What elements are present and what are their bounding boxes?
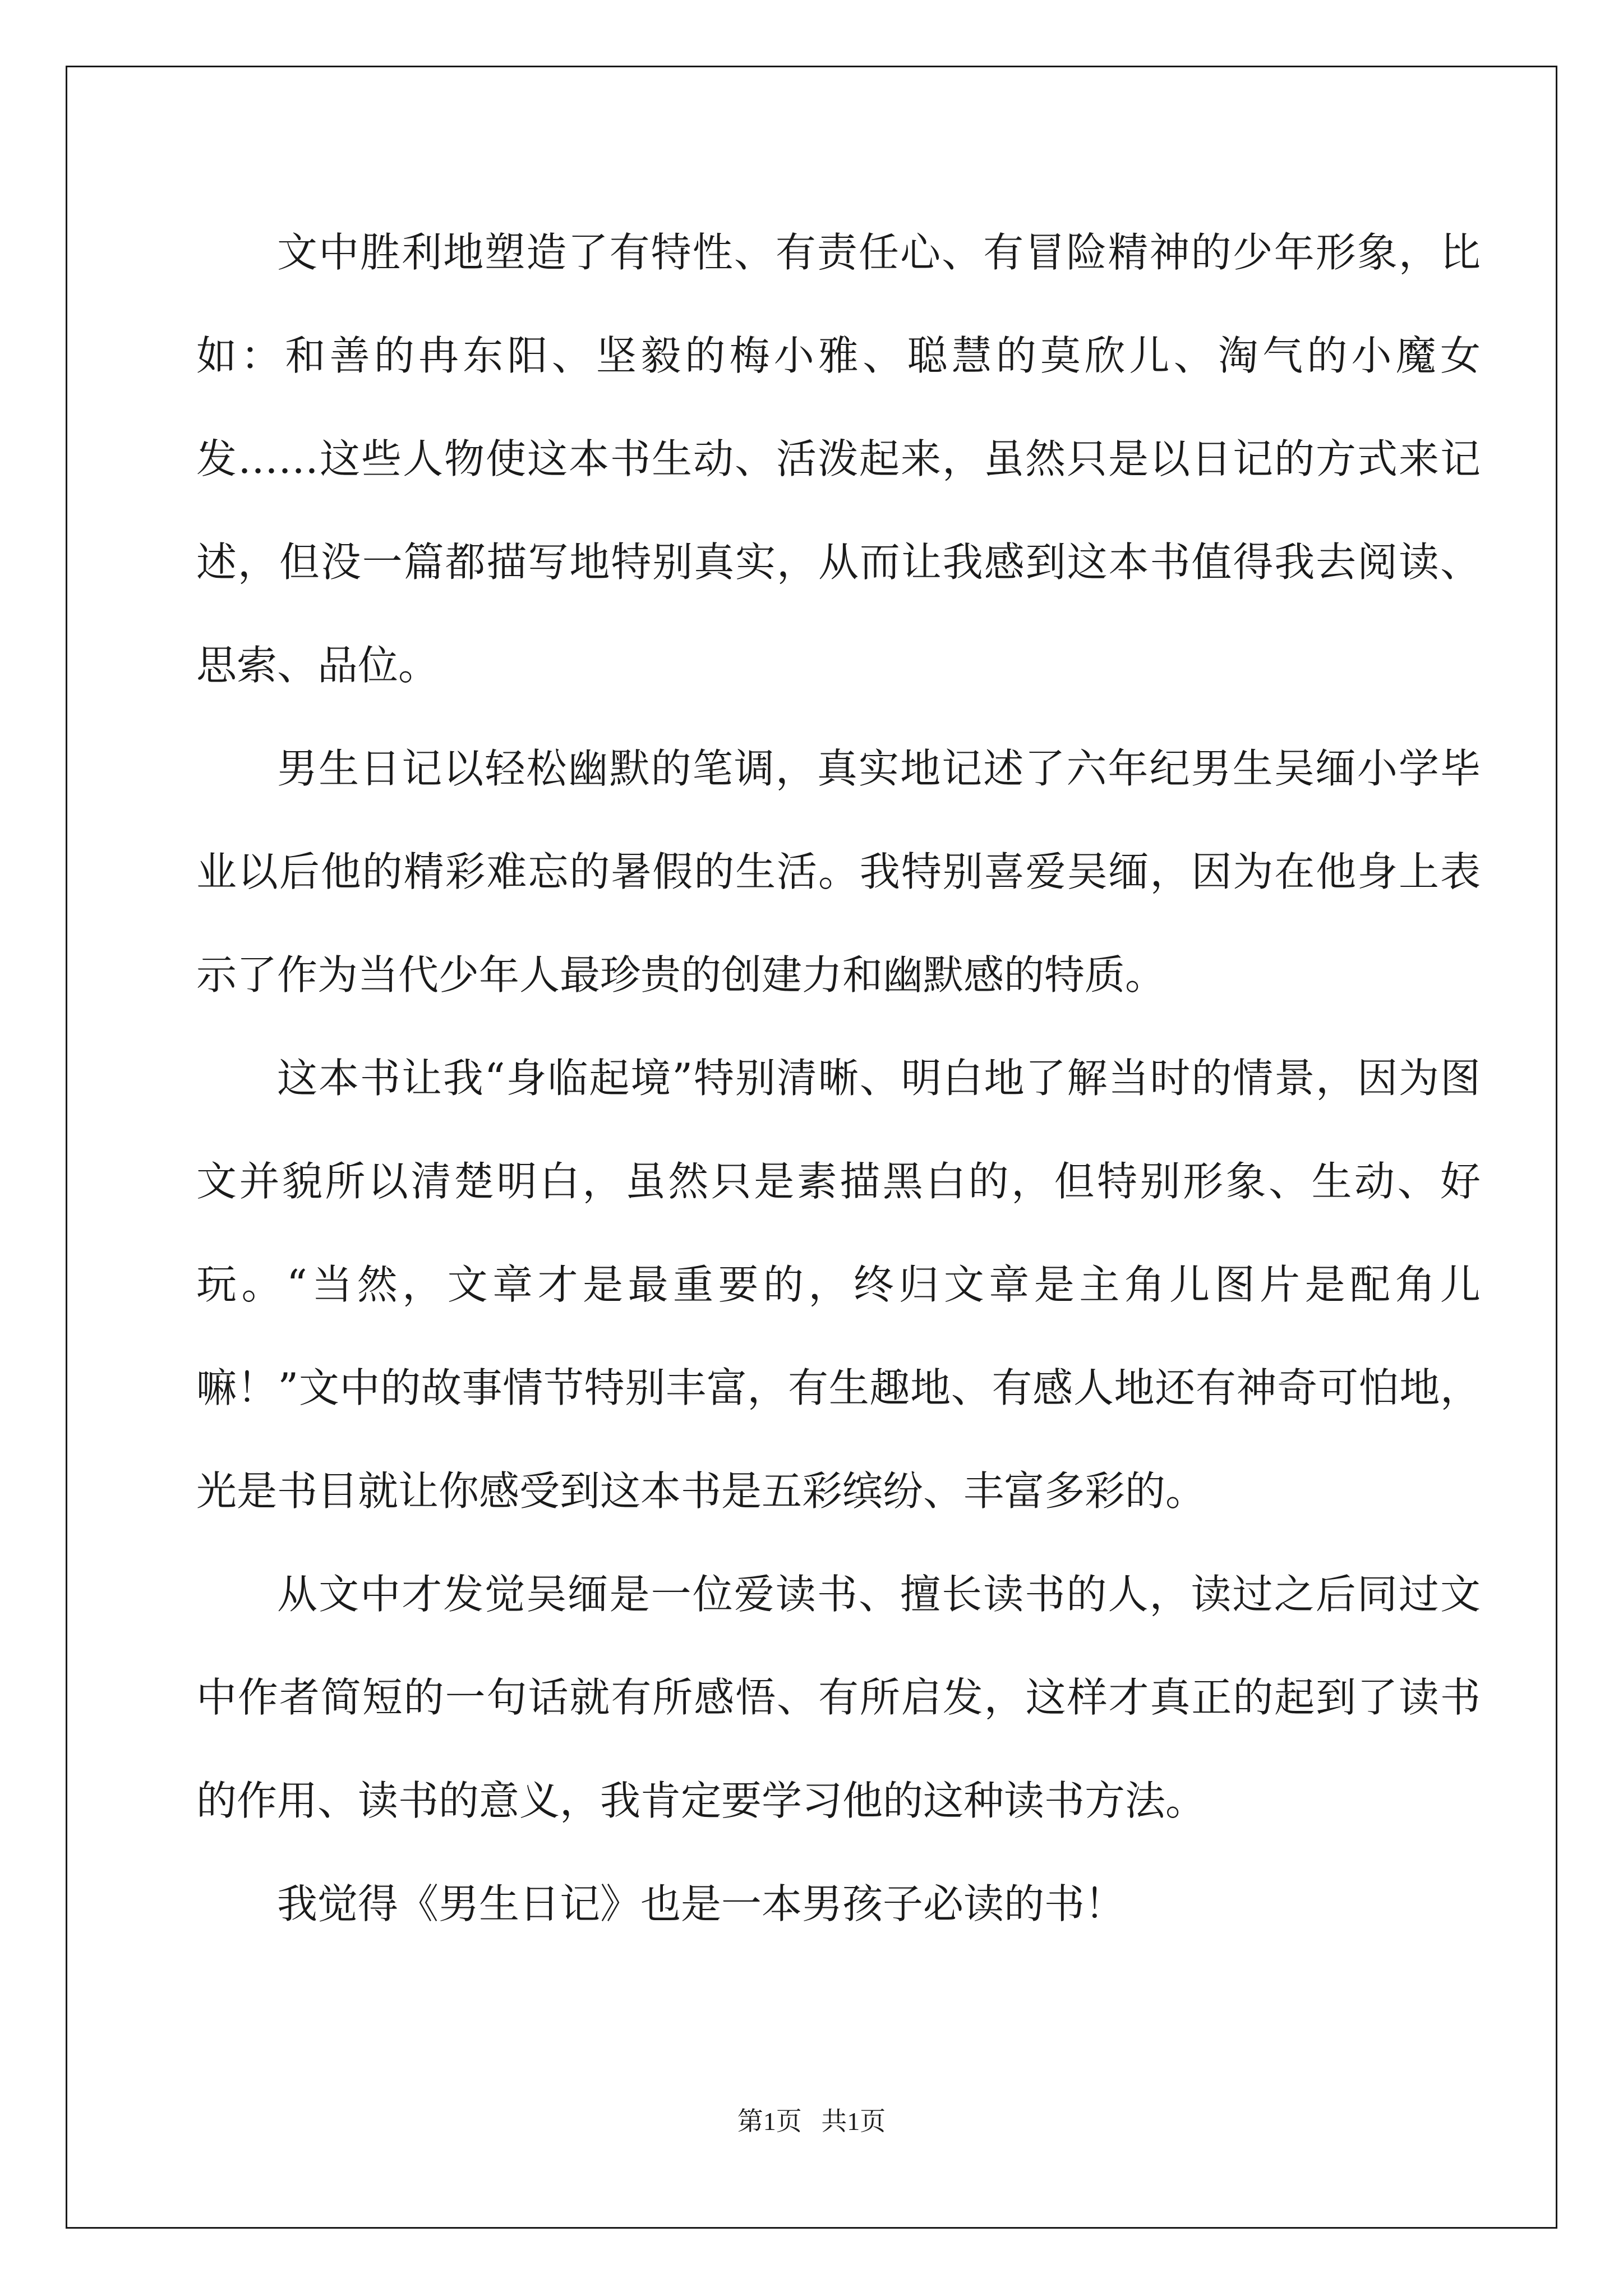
paragraph-5: 我觉得《男生日记》也是一本男孩子必读的书！ [277, 1880, 1126, 1927]
paragraph-2: 男生日记以轻松幽默的笔调，真实地记述了六年纪男生吴缅小学毕业以后他的精彩难忘的暑假的生活。我特别喜爱吴缅，因为在他身上表示了作为当代少年人最珍贵的创建力和幽默感的特质。 [196, 745, 1481, 999]
page-footer: 第1页 共1页 [737, 2107, 886, 2136]
paragraph-4: 从文中才发觉吴缅是一位爱读书、擅长读书的人，读过之后同过文中作者简短的一句话就有所感悟、有所启发，这样才真正的起到了读书的作用、读书的意义，我肯定要学习他的这种读书方法。 [196, 1571, 1481, 1824]
paragraph-1: 文中胜利地塑造了有特性、有责任心、有冒险精神的少年形象，比如：和善的冉东阳、坚毅的梅小雅、聪慧的莫欣儿、淘气的小魔女发……这些人物使这本书生动、活泼起来，虽然只是以日记的方式来记述，但没一篇都描写地特别真实，从而让我感到这本书值得我去阅读、思索、品位。 [196, 229, 1481, 689]
paragraph-3: 这本书让我“身临起境”特别清晰、明白地了解当时的情景，因为图文并貌所以清楚明白，虽然只是素描黑白的，但特别形象、生动、好玩。“当然，文章才是最重要的，终归文章是主角儿图片是配角儿嘛！”文中的故事情节特别丰富，有生趣地、有感人地还有神奇可怕地，光是书目就让你感受到这本书是五彩缤纷、丰富多彩的。 [196, 1055, 1481, 1515]
document-body [196, 201, 1481, 1955]
